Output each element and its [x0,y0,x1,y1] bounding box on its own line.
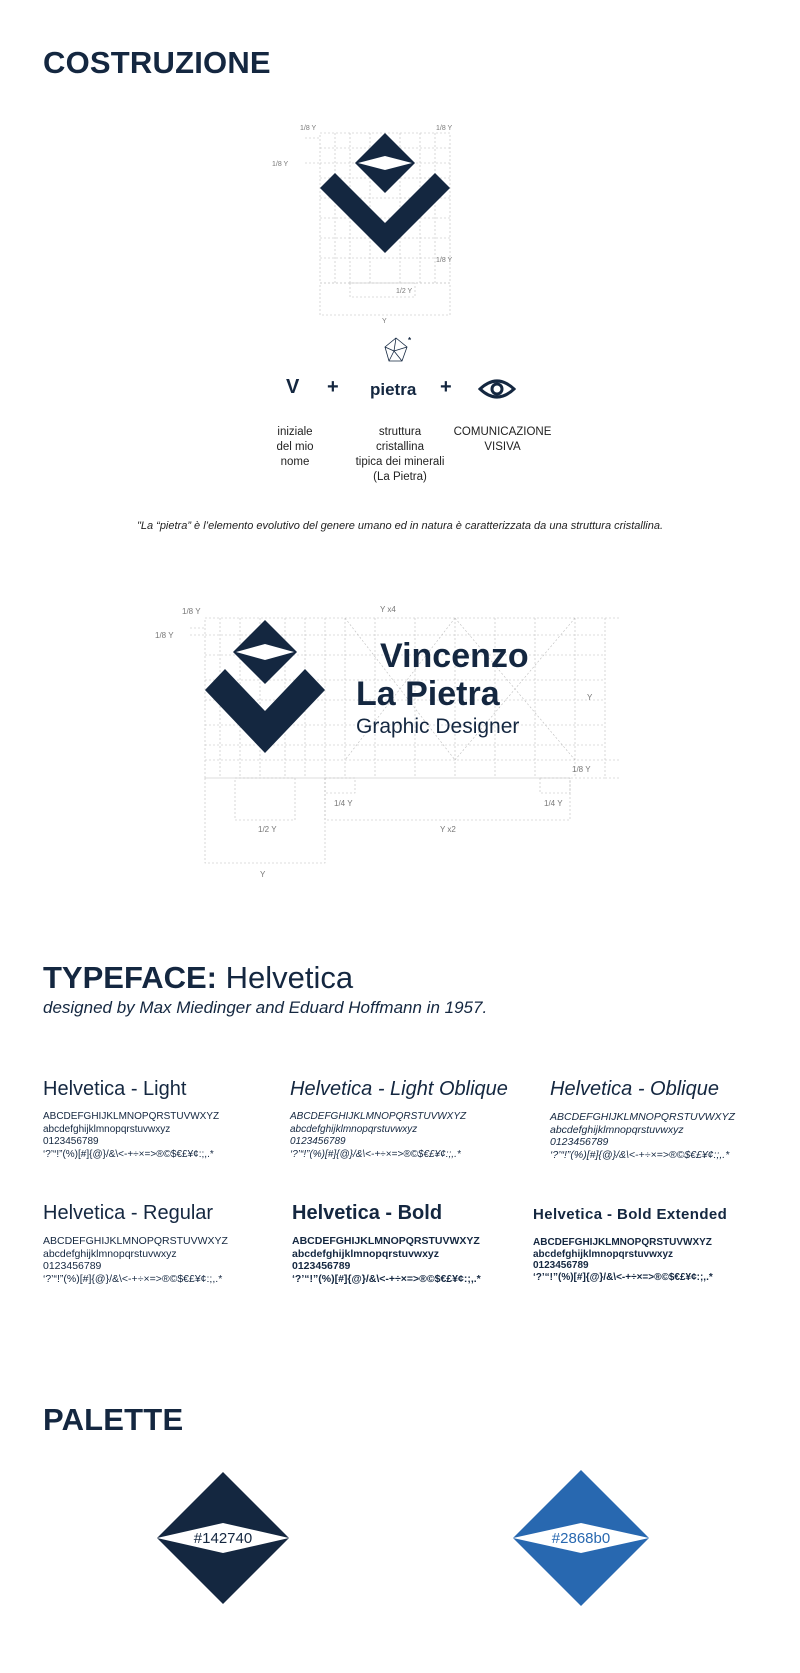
lockup-label-quarter-left: 1/4 Y [334,799,353,808]
glyphs-digits: 0123456789 [43,1136,99,1147]
font-sample-light [43,1078,219,1161]
font-sample-regular [43,1202,228,1285]
font-sample-name: Helvetica - Regular [43,1202,214,1224]
lockup-name-line1: Vincenzo [380,637,529,675]
font-sample-name: Helvetica - Bold Extended [533,1206,728,1223]
caption-v-line: nome [280,456,310,468]
typeface-label: TYPEFACE: [43,960,217,995]
lockup-role: Graphic Designer [356,715,520,738]
formula-plus-2: + [440,376,452,398]
font-sample-name: Helvetica - Light [43,1078,187,1100]
font-sample-light-oblique [290,1078,508,1161]
glyphs-symbols: ‘?’“!”(%)[#]{@}/&\<-+÷×=>®©$€£¥¢:;,.* [43,1148,214,1160]
glyphs-symbols: ‘?’“!”(%)[#]{@}/&\<-+÷×=>®©$€£¥¢:;,.* [533,1271,713,1283]
glyphs-symbols: ‘?’“!”(%)[#]{@}/&\<-+÷×=>®©$€£¥¢:;,.* [290,1148,461,1160]
glyphs-upper: ABCDEFGHIJKLMNOPQRSTUVWXYZ [292,1235,480,1247]
label-top-left: 1/8 Y [300,125,317,132]
label-unit: Y [382,318,387,325]
caption-pietra-line: tipica dei minerali [355,456,445,468]
lockup-label-half: 1/2 Y [258,825,277,834]
swatch-navy-label: #142740 [193,1530,253,1547]
caption-v-line: iniziale [277,426,313,438]
logo-construction-diagram [270,118,500,328]
font-sample-glyphs [292,1235,481,1285]
lockup-label-top: Y x4 [380,605,396,614]
caption-eye-line: VISIVA [484,441,521,453]
svg-text:*: * [408,336,412,345]
glyphs-upper: ABCDEFGHIJKLMNOPQRSTUVWXYZ [533,1237,712,1248]
construction-title: COSTRUZIONE [43,45,271,80]
glyphs-symbols: ‘?’“!”(%)[#]{@}/&\<-+÷×=>®©$€£¥¢:;,.* [550,1148,730,1161]
font-sample-glyphs [550,1111,735,1161]
glyphs-upper: ABCDEFGHIJKLMNOPQRSTUVWXYZ [43,1111,220,1122]
lockup-construction-diagram [150,600,650,890]
font-sample-name: Helvetica - Light Oblique [290,1078,508,1100]
lockup-label-double: Y x2 [440,825,456,834]
glyphs-digits: 0123456789 [533,1260,589,1271]
glyphs-upper: ABCDEFGHIJKLMNOPQRSTUVWXYZ [43,1235,228,1247]
formula-pietra: pietra [370,380,417,399]
glyphs-upper: ABCDEFGHIJKLMNOPQRSTUVWXYZ [550,1111,735,1123]
glyphs-upper: ABCDEFGHIJKLMNOPQRSTUVWXYZ [290,1111,467,1122]
glyphs-digits: 0123456789 [550,1136,609,1148]
glyphs-digits: 0123456789 [292,1260,351,1272]
label-half: 1/2 Y [396,288,413,295]
glyphs-lower: abcdefghijklmnopqrstuvwxyz [292,1247,440,1260]
label-left: 1/8 Y [272,161,289,168]
typeface-subtitle: designed by Max Miedinger and Eduard Hoffmann in 1957. [43,998,488,1017]
font-sample-bold [292,1202,481,1285]
glyphs-digits: 0123456789 [290,1136,346,1147]
typeface-name: Helvetica [225,960,354,995]
font-sample-glyphs [533,1237,727,1283]
lockup-label-unit: Y [260,870,266,879]
label-top-right: 1/8 Y [436,125,453,132]
lockup-label-left-mid: 1/8 Y [155,631,174,640]
font-sample-glyphs [43,1111,219,1161]
font-sample-glyphs [43,1235,228,1285]
font-sample-name: Helvetica - Bold [292,1202,443,1224]
construction-quote: "La “pietra” è l’elemento evolutivo del genere umano ed in natura è caratterizzata da una struttura cristallina. [136,520,664,532]
swatch-navy [155,1470,291,1606]
eye-icon [478,376,516,402]
label-right-bottom: 1/8 Y [436,257,453,264]
caption-eye-line: COMUNICAZIONE [453,426,552,438]
formula-plus-1: + [327,376,339,398]
caption-eye [445,425,560,455]
font-sample-name: Helvetica - Oblique [550,1078,719,1100]
caption-pietra-line: cristallina [376,441,424,453]
glyphs-lower: abcdefghijklmnopqrstuvwxyz [43,1247,177,1260]
caption-pietra-line: (La Pietra) [373,471,427,483]
glyphs-lower: abcdefghijklmnopqrstuvwxyz [533,1248,674,1260]
glyphs-lower: abcdefghijklmnopqrstuvwxyz [43,1123,171,1135]
lockup-label-left-top: 1/8 Y [182,607,201,616]
typeface-title [43,960,353,996]
glyphs-digits: 0123456789 [43,1260,102,1272]
font-sample-bold-extended [533,1206,727,1283]
palette-title: PALETTE [43,1402,184,1437]
lockup-label-right-low: 1/8 Y [572,765,591,774]
font-sample-glyphs [290,1111,508,1161]
lockup-label-right-mid: Y [587,693,593,702]
caption-v [255,425,335,470]
glyphs-lower: abcdefghijklmnopqrstuvwxyz [550,1123,684,1136]
swatch-blue-label: #2868b0 [551,1530,611,1547]
glyphs-symbols: ‘?’“!”(%)[#]{@}/&\<-+÷×=>®©$€£¥¢:;,.* [43,1272,223,1285]
lockup-name-line2: La Pietra [356,675,500,713]
glyphs-symbols: ‘?’“!”(%)[#]{@}/&\<-+÷×=>®©$€£¥¢:;,.* [292,1272,481,1285]
font-sample-oblique [550,1078,735,1161]
caption-v-line: del mio [276,441,314,453]
caption-pietra-line: struttura [378,426,422,438]
crystal-icon [382,335,414,365]
formula-v: V [286,376,300,398]
glyphs-lower: abcdefghijklmnopqrstuvwxyz [290,1123,418,1135]
lockup-label-quarter-right: 1/4 Y [544,799,563,808]
caption-pietra [345,425,455,485]
swatch-blue [511,1468,651,1608]
